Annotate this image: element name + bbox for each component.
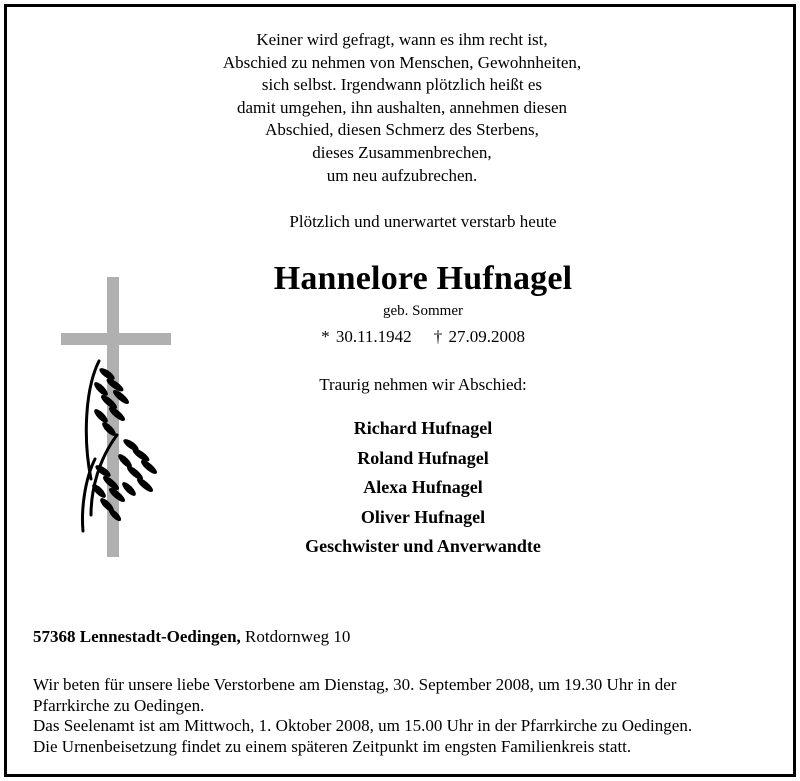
poem-line: Abschied, diesen Schmerz des Sterbens, — [265, 120, 539, 140]
mourner-name: Richard Hufnagel — [353, 418, 493, 438]
poem-line: sich selbst. Irgendwann plötzlich heißt es — [261, 75, 543, 95]
address — [33, 627, 350, 647]
intro-line: Plötzlich und unerwartet verstarb heute — [289, 212, 557, 231]
address-city: 57368 Lennestadt-Oedingen, — [33, 627, 241, 646]
notice-line: Pfarrkirche zu Oedingen. — [33, 695, 205, 715]
mourner-name: Alexa Hufnagel — [363, 477, 483, 497]
grief-line: Traurig nehmen wir Abschied: — [319, 375, 527, 394]
address-street: Rotdornweg 10 — [245, 627, 351, 646]
notice-line: Die Urnenbeisetzung findet zu einem späteren Zeitpunkt im engsten Familienkreis statt. — [33, 736, 632, 756]
poem-line: um neu aufzubrechen. — [326, 165, 478, 185]
mourner-name: Roland Hufnagel — [357, 447, 489, 468]
death-date: † 27.09.2008 — [433, 327, 525, 346]
poem-line: Abschied zu nehmen von Menschen, Gewohnheiten, — [222, 52, 582, 72]
obituary-card — [4, 4, 796, 777]
mourner-name: Geschwister und Anverwandte — [305, 536, 541, 556]
mourner-name: Oliver Hufnagel — [360, 506, 486, 527]
life-dates — [7, 327, 800, 347]
poem-line: Keiner wird gefragt, wann es ihm recht ist, — [256, 30, 548, 49]
service-notice — [33, 675, 783, 757]
poem — [7, 29, 797, 187]
maiden-name: geb. Sommer — [383, 303, 463, 319]
poem-line: dieses Zusammenbrechen, — [312, 142, 492, 162]
birth-date: * 30.11.1942 — [321, 327, 412, 346]
notice-line: Wir beten für unsere liebe Verstorbene am Dienstag, 30. September 2008, um 19.30 Uhr in der — [33, 675, 677, 694]
mourners-list — [7, 414, 800, 562]
notice-line: Das Seelenamt ist am Mittwoch, 1. Oktober 2008, um 15.00 Uhr in der Pfarrkirche zu Oedingen. — [33, 716, 693, 736]
poem-line: damit umgehen, ihn aushalten, annehmen diesen — [237, 97, 567, 117]
deceased-name: Hannelore Hufnagel — [273, 260, 573, 297]
